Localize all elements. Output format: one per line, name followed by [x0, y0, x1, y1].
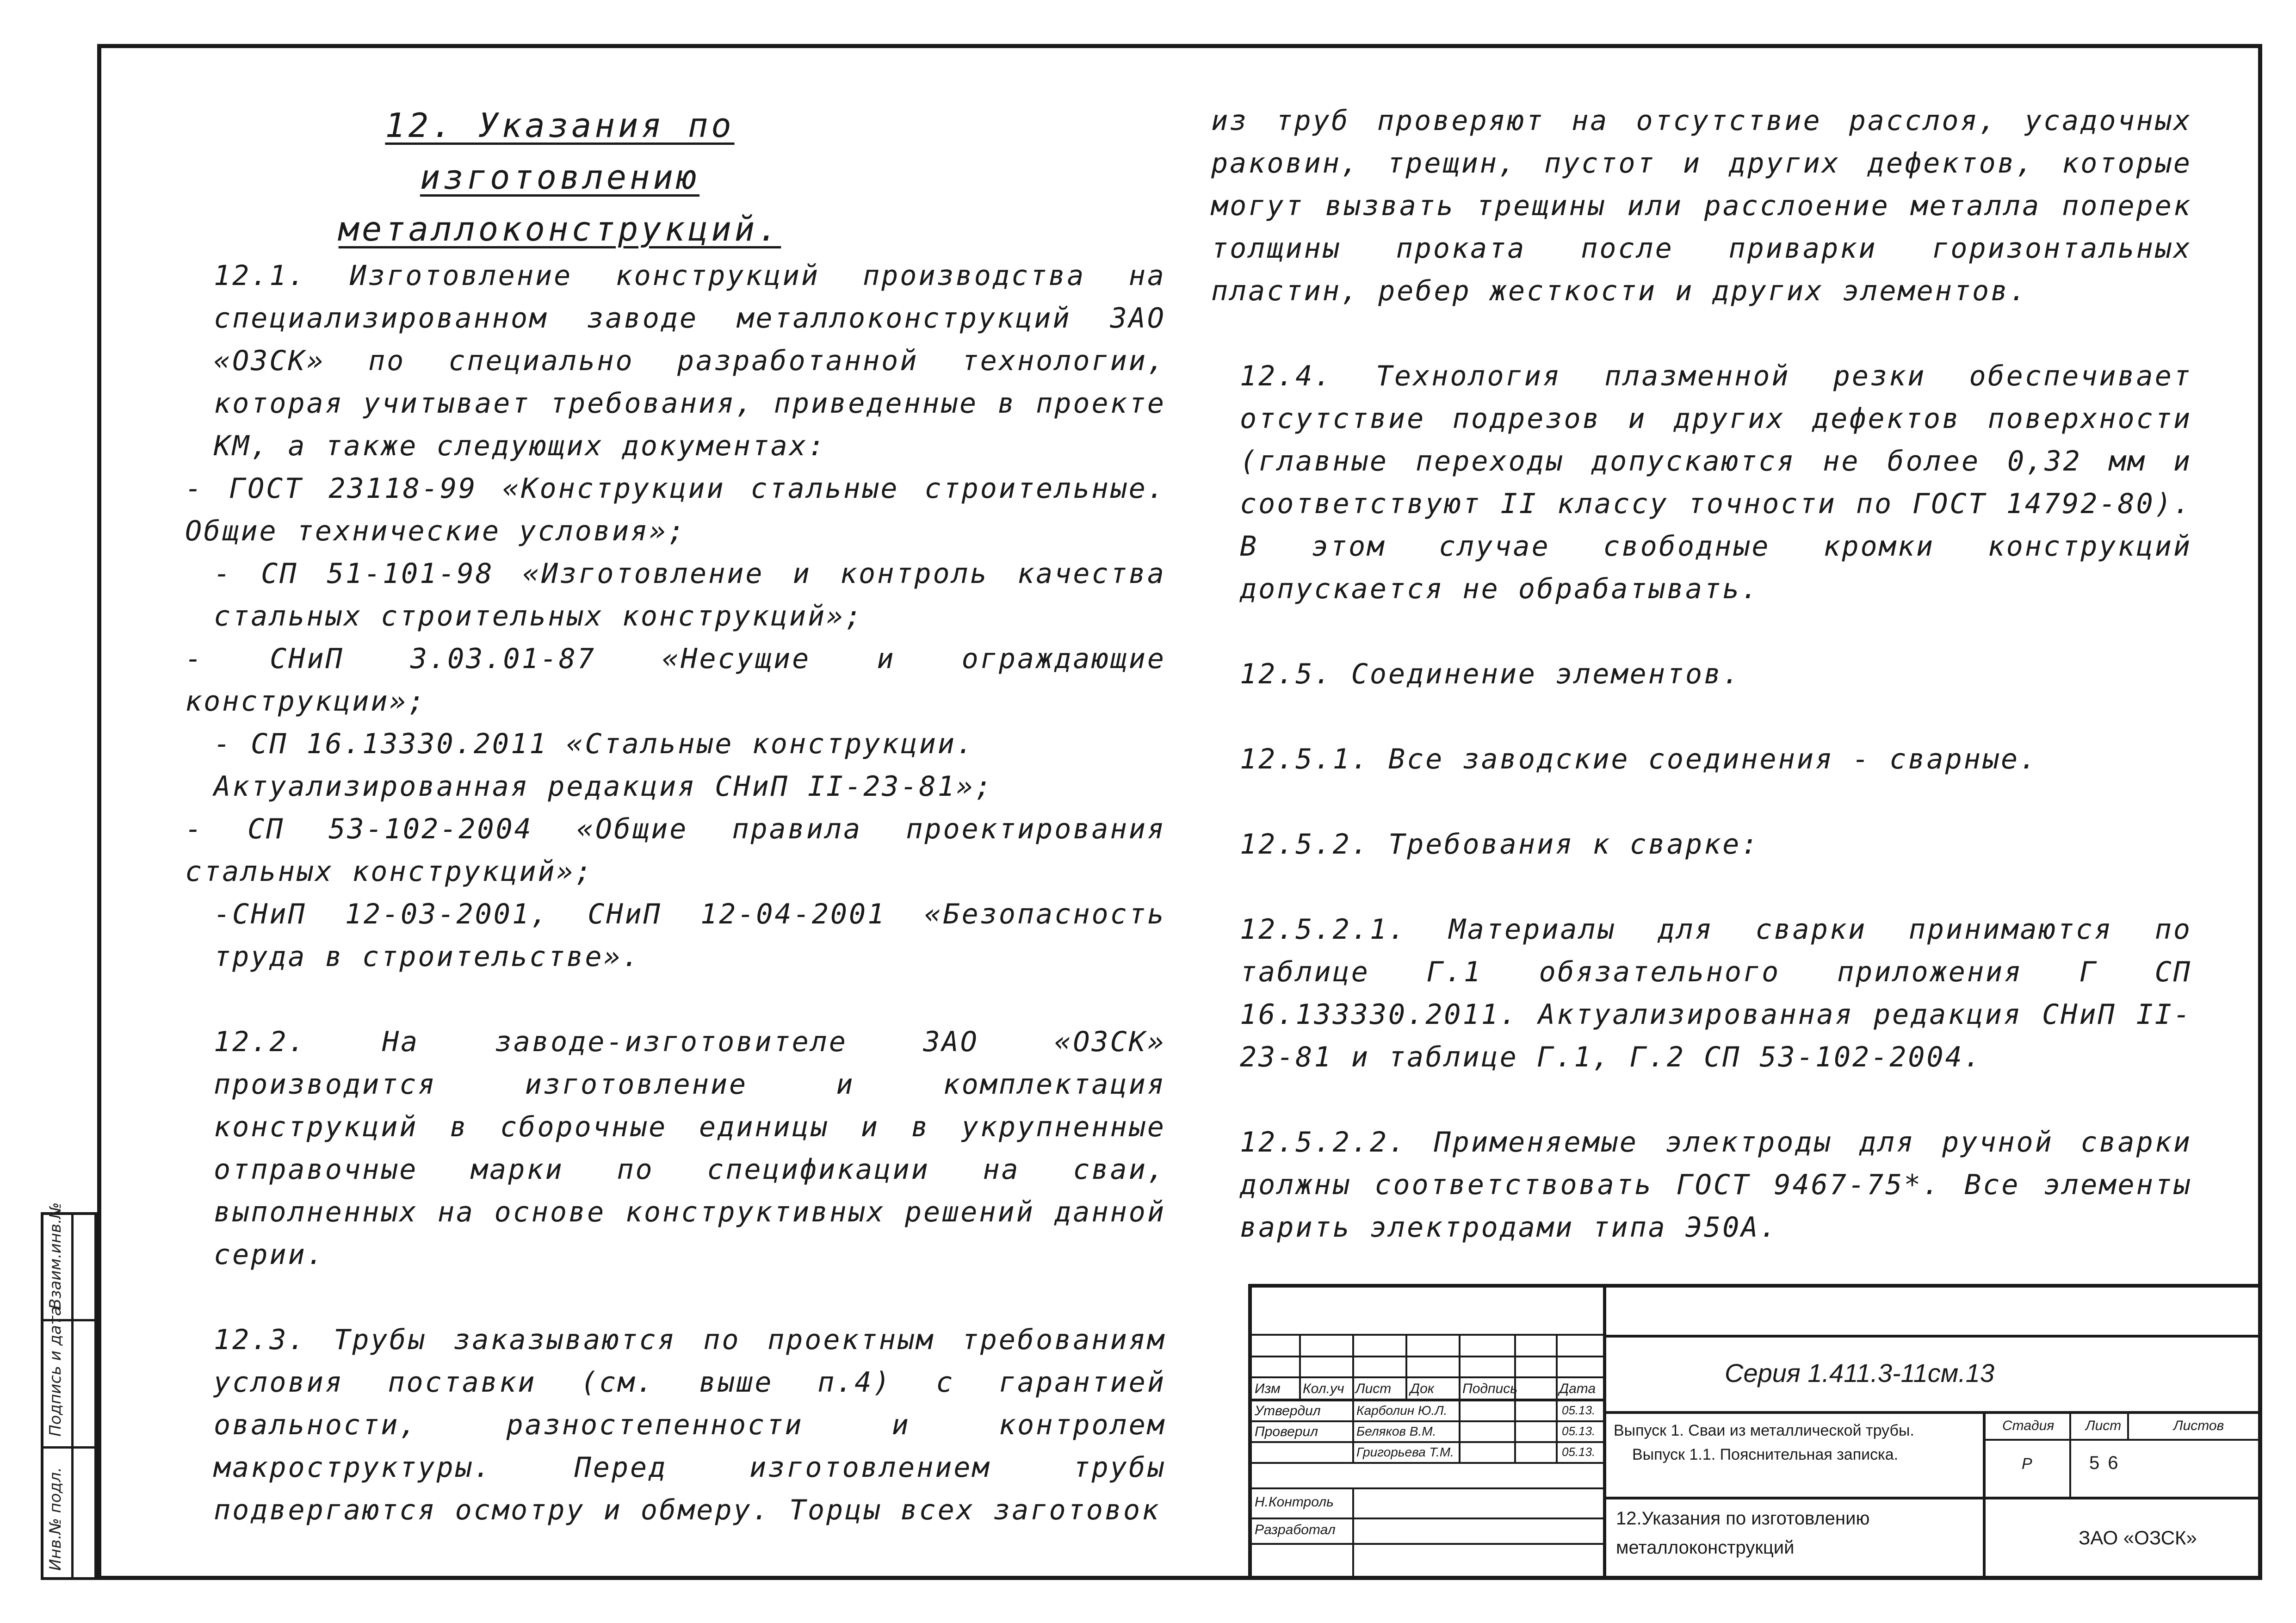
paragraph: 12.5.2.2. Применяемые электроды для ручной сварки должны соответствовать ГОСТ 9467-75*. Все элементы варить электродами типа Э50А. [1240, 1126, 2192, 1244]
row-name-3: Григорьева Т.М. [1356, 1445, 1454, 1459]
paragraph-gap [1211, 695, 2192, 738]
left-text-column [185, 254, 1166, 1531]
paragraph: - СП 53-102-2004 «Общие правила проектирования стальных конструкций»; [185, 813, 1166, 888]
paragraph: 12.5.2.1. Материалы для сварки принимаются по таблице Г.1 обязательного приложения Г СП 16.133330.2011. Актуализированная редакция СНиП II-23-81 и таблице Г.1, Г.2 СП 53-102-2004. [1240, 913, 2192, 1073]
paragraph: 12.4. Технология плазменной резки обеспечивает отсутствие подрезов и других дефектов поверхности (главные переходы допускаются не более 0,32 мм и соответствуют II классу точности по ГОСТ 14792-80). В этом случае свободные кромки конструкций допускается не обрабатывать. [1240, 360, 2192, 605]
inv-orig-label: Инв.№ подл. [46, 1467, 65, 1571]
paragraph-gap [1211, 781, 2192, 823]
paragraph-gap [1211, 312, 2192, 355]
header-kol: Кол.уч [1303, 1381, 1344, 1396]
row-role-5: Разработал [1255, 1522, 1336, 1537]
sign-date-label: Подпись и дата [46, 1306, 65, 1437]
paragraph: 12.2. На заводе-изготовителе ЗАО «ОЗСК» производится изготовление и комплектация конструкций в сборочные единицы и в укрупненные отправочные марки по спецификации на сваи, выполненных на основе конструктивных решений данной серии. [214, 1026, 1166, 1271]
header-sign: Подпись [1462, 1381, 1517, 1396]
paragraph: -СНиП 12-03-2001, СНиП 12-04-2001 «Безопасность труда в строительстве». [214, 898, 1166, 973]
paragraph: Актуализированная редакция СНиП II-23-81»; [214, 770, 994, 803]
paragraph-gap [1211, 610, 2192, 653]
stage-value: Р [2022, 1455, 2032, 1473]
paragraph: 12.1. Изготовление конструкций производства на специализированном заводе металлоконструкций ЗАО «ОЗСК» по специально разработанной технологии, которая учитывает требования, приведенные в проекте КМ, а также следующих документах: [214, 260, 1166, 462]
inv-sub-label: Взаим.инв.№ [46, 1202, 65, 1309]
header-izm: Изм [1255, 1381, 1281, 1396]
paragraph: - СП 16.13330.2011 «Стальные конструкции. [214, 728, 975, 760]
row-name-2: Беляков В.М. [1356, 1424, 1436, 1438]
row-date-3: 05.13. [1562, 1445, 1596, 1459]
row-date-1: 05.13. [1562, 1403, 1596, 1417]
doc-title-2: Выпуск 1.1. Пояснительная записка. [1632, 1446, 1899, 1463]
sheet-value: 56 [2089, 1453, 2127, 1473]
row-date-2: 05.13. [1562, 1424, 1596, 1438]
series-label: Серия 1.411.3-11см.13 [1725, 1358, 1995, 1388]
doc-title-1: Выпуск 1. Сваи из металлической трубы. [1614, 1422, 1914, 1439]
right-text-column [1211, 99, 2192, 1249]
paragraph-gap [1211, 1078, 2192, 1121]
paragraph-gap [1211, 866, 2192, 908]
paragraph: - СП 51-101-98 «Изготовление и контроль качества стальных строительных конструкций»; [214, 558, 1166, 632]
paragraph: 12.5.1. Все заводские соединения - сварные. [1240, 743, 2038, 775]
company-name: ЗАО «ОЗСК» [2079, 1527, 2197, 1549]
row-role-1: Утвердил [1255, 1403, 1321, 1419]
paragraph: 12.3. Трубы заказываются по проектным требованиям условия поставки (см. выше п.4) с гарантией овальности, разностепенности и контролем макроструктуры. Перед изготовлением трубы подвергаются осмотру и обмеру. Торцы всех заготовок [214, 1324, 1166, 1526]
paragraph: из труб проверяют на отсутствие расслоя, усадочных раковин, трещин, пустот и других дефектов, которые могут вызвать трещины или расслоение металла поперек толщины проката после приварки горизонтальных пластин, ребер жесткости и других элементов. [1211, 105, 2192, 307]
stage-label: Стадия [2002, 1418, 2055, 1433]
row-role-4: Н.Контроль [1255, 1494, 1334, 1510]
header-date: Дата [1559, 1381, 1596, 1396]
header-list: Лист [1355, 1381, 1392, 1396]
title-block [1248, 1284, 2262, 1580]
row-role-2: Проверил [1255, 1424, 1318, 1439]
paragraph-gap [185, 1276, 1166, 1319]
paragraph: 12.5.2. Требования к сварке: [1240, 828, 1760, 861]
title-line-1: 12. Указания по изготовлению [385, 106, 735, 197]
paragraph: - ГОСТ 23118-99 «Конструкции стальные строительные. Общие технические условия»; [185, 472, 1166, 547]
paragraph-gap [185, 978, 1166, 1021]
sheet-label: Лист [2086, 1418, 2122, 1433]
header-doc: Док [1410, 1381, 1434, 1396]
section-title-2: металлоконструкций [1616, 1537, 1795, 1558]
section-title-1: 12.Указания по изготовлению [1616, 1508, 1870, 1529]
sheets-label: Листов [2173, 1418, 2224, 1433]
paragraph: - СНиП 3.03.01-87 «Несущие и ограждающие конструкции»; [185, 643, 1166, 718]
page-title [259, 99, 860, 255]
row-name-1: Карболин Ю.Л. [1356, 1403, 1448, 1418]
title-line-2: металлоконструкций. [338, 210, 781, 248]
paragraph: 12.5. Соединение элементов. [1240, 658, 1741, 690]
